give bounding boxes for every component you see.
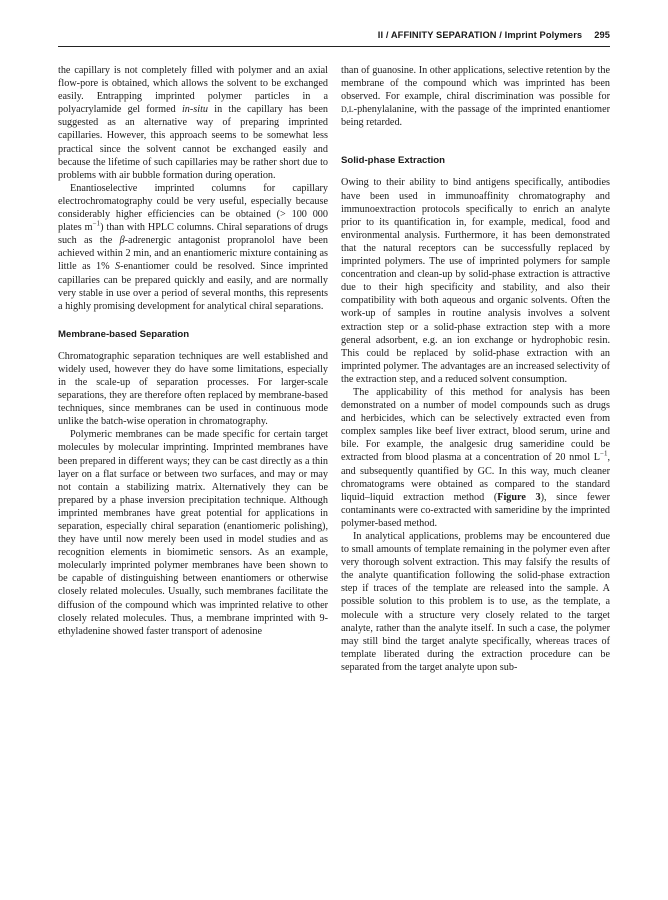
section-heading-membrane: Membrane-based Separation xyxy=(58,328,190,340)
paragraph: In analytical applications, problems may be encountered due to small amounts of template remaining in the polymer even after very thorough solvent extraction. This may falsify the results of the analyte quantification following the solid-phase extraction step if traces of the template are released into the sample. A possible solution to this problem is to use, as the template, a molecule with a structure very closely related to the target analyte, rather than the analyte itself. In such a case, the polymer may still bind the target analyte specifically, whereas traces of template liberated during the extraction procedure can be separated from the target analyte upon sub- xyxy=(341,531,610,673)
figure-reference[interactable]: Figure 3 xyxy=(497,491,541,503)
page-number: 295 xyxy=(594,30,610,40)
right-column xyxy=(341,64,610,674)
running-title: II / AFFINITY SEPARATION / Imprint Polymers xyxy=(377,30,583,40)
running-header xyxy=(378,30,610,40)
paragraph: The applicability of this method for analysis has been demonstrated on a number of model compounds such as drugs and herbicides, which can be selectively extracted even from complex samples like beef liver extract, blood serum, urine and bile. For example, the analgesic drug sameridine could be extracted from blood plasma at a concentration of 20 nmol $L^{-1}$, and subsequently quantified by GC. In this way, much cleaner chromatograms were obtained as compared to the standard liquid–liquid extraction method (Figure 3), since fewer contaminants were co-extracted with sameridine by the imprinted polymer-based method. xyxy=(341,386,610,529)
paragraph: than of guanosine. In other applications, selective retention by the membrane of the compound which was imprinted has been observed. For example, chiral discrimination was possible for D,L-phenylalanine, with the passage of the imprinted enantiomer being retarded. xyxy=(341,65,610,129)
header-rule xyxy=(58,46,610,47)
section-heading-spe: Solid-phase Extraction xyxy=(341,155,445,167)
left-column xyxy=(58,64,328,638)
paragraph: Enantioselective imprinted columns for capillary electrochromatography could be very useful, especially because considerably higher efficiencies can be obtained (> 100 000 plates $m^{-1}$) than with HPLC columns. Chiral separations of drugs such as the β-adrenergic antagonist propranolol have been achieved within 2 min, and an enantiomeric mixture containing as little as 1% S-enantiomer could be resolved. Since imprinted capillaries can be prepared quickly and easily, and are normally very stable in use over a period of several months, this represents a highly promising development for analytical chiral separations. xyxy=(58,182,328,312)
paragraph: the capillary is not completely filled with polymer and an axial flow-pore is obtained, which allows the solvent to be exchanged easily. Entrapping imprinted polymer particles in a polyacrylamide gel formed in-situ in the capillary has been suggested as an alternative way of preparing imprinted capillaries. However, this approach seems to be somewhat less practical since the solvent cannot be exchanged easily and because the lifetime of such capillaries may be rather short due to problems with air bubble formation during operation. xyxy=(58,65,329,181)
paragraph: Owing to their ability to bind antigens specifically, antibodies have been used in immunoaffinity chromatography and immunoextraction protocols specifically to enrich an analyte prior to its quantification in, for example, medical, food and environmental analysis. Furthermore, it has been demonstrated that the natural receptors can be successfully replaced by imprinted polymers. The use of imprinted polymers for sample concentration and clean-up by solid-phase extraction is attractive due to their high specificity and stability, and also their compatibility with both aqueous and organic solvents. Often the work-up of samples in routine analysis involves a solvent extraction step or a solid-phase extraction step with a more general adsorbent, e.g. an ion exchange or hydrophobic resin. This could be replaced by solid-phase extraction with an imprinted polymer. The advantages are an increased selectivity of the extraction step, and a reduced solvent consumption. xyxy=(341,177,610,385)
paragraph: Chromatographic separation techniques are well established and widely used, however they do have some limitations, especially in the scale-up of separation processes. For larger-scale separations, they are therefore often replaced by membrane-based techniques, since membranes can be used in continuous mode unlike the batch-wise operation in chromatography. xyxy=(58,350,328,428)
paragraph: Polymeric membranes can be made specific for certain target molecules by molecular imprinting. Imprinted membranes have been prepared in different ways; they can be cast directly as a thin layer on a flat surface or between two surfaces, and may or may not contain a stabilizing matrix. Alternatively they can be prepared by a phase inversion precipitation technique. Although imprinted membranes have great potential for applications in separation, especially chiral separation (enantiomeric polishing), they have until now merely been used in model studies and as recognition elements in biomimetic sensors. As an example, molecularly imprinted polymer membranes have been shown to be capable of distinguishing between enantiomers or otherwise closely related molecules. Usually, such membranes facilitate the diffusion of the compound which was imprinted relative to other closely related molecules. Thus, a membrane imprinted with 9-ethyladenine showed faster transport of adenosine xyxy=(58,429,328,637)
